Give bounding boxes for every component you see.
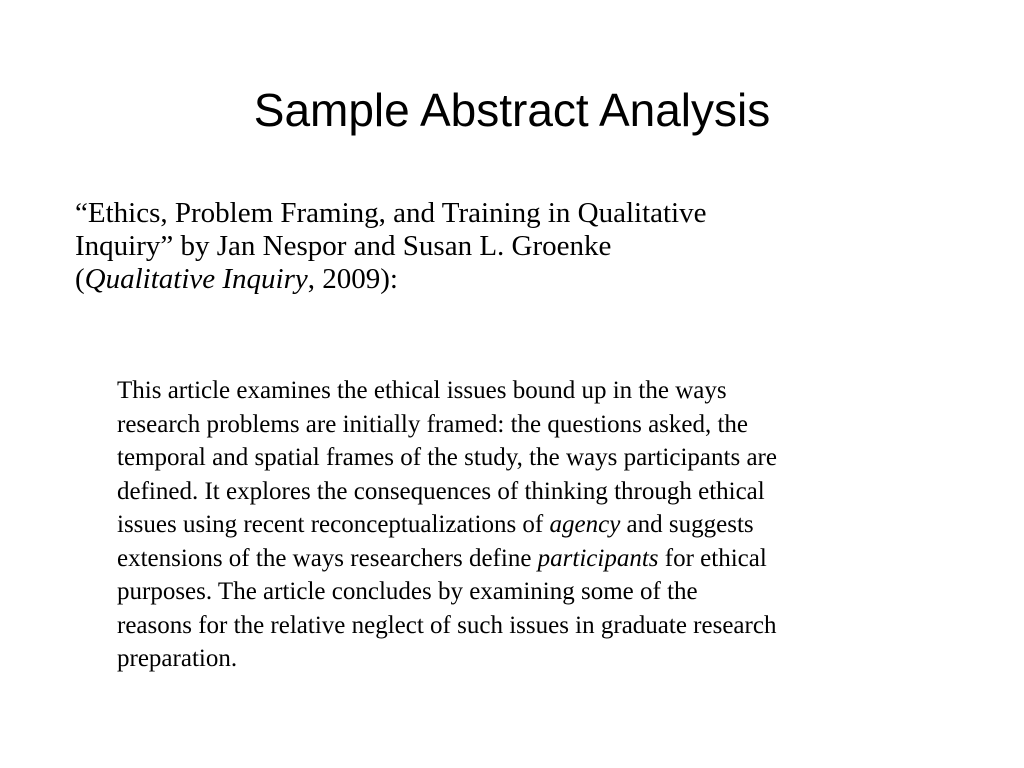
term-agency: agency — [549, 511, 621, 538]
abstract-text-segment: for ethical — [658, 544, 767, 572]
abstract-line — [117, 508, 977, 542]
citation-authors: by Jan Nespor and Susan L. Groenke — [173, 230, 612, 262]
citation-year: , 2009): — [307, 263, 398, 295]
open-paren: ( — [75, 263, 85, 295]
abstract-line: temporal and spatial frames of the study, the ways participants are — [117, 444, 777, 471]
journal-name: Qualitative Inquiry — [84, 263, 308, 295]
abstract-line: preparation. — [117, 645, 238, 672]
abstract-text-segment: issues using recent reconceptualizations of — [117, 511, 550, 538]
article-title-part-1: Ethics, Problem Framing, and Training in Qualitative — [87, 197, 707, 229]
abstract-line: defined. It explores the consequences of thinking through ethical — [117, 477, 765, 505]
slide-title: Sample Abstract Analysis — [253, 84, 771, 136]
abstract-line: reasons for the relative neglect of such issues in graduate research — [117, 611, 777, 639]
abstract-line: purposes. The article concludes by examining some of the — [117, 578, 698, 605]
citation-line-2 — [75, 230, 957, 263]
abstract-line: research problems are initially framed: the questions asked, the — [117, 410, 749, 438]
close-quote: ” — [160, 230, 174, 262]
citation-line-3 — [75, 263, 957, 296]
article-title-part-2: Inquiry — [75, 230, 161, 262]
term-participants: participants — [537, 544, 659, 572]
citation-line-1 — [75, 197, 957, 230]
abstract-text-segment: and suggests — [620, 511, 754, 538]
abstract-line: This article examines the ethical issues bound up in the ways — [117, 377, 727, 404]
abstract-text — [117, 374, 977, 676]
open-quote: “ — [75, 197, 88, 229]
abstract-text-segment: extensions of the ways researchers define — [117, 544, 538, 572]
citation — [75, 197, 957, 296]
abstract-line — [117, 542, 977, 576]
